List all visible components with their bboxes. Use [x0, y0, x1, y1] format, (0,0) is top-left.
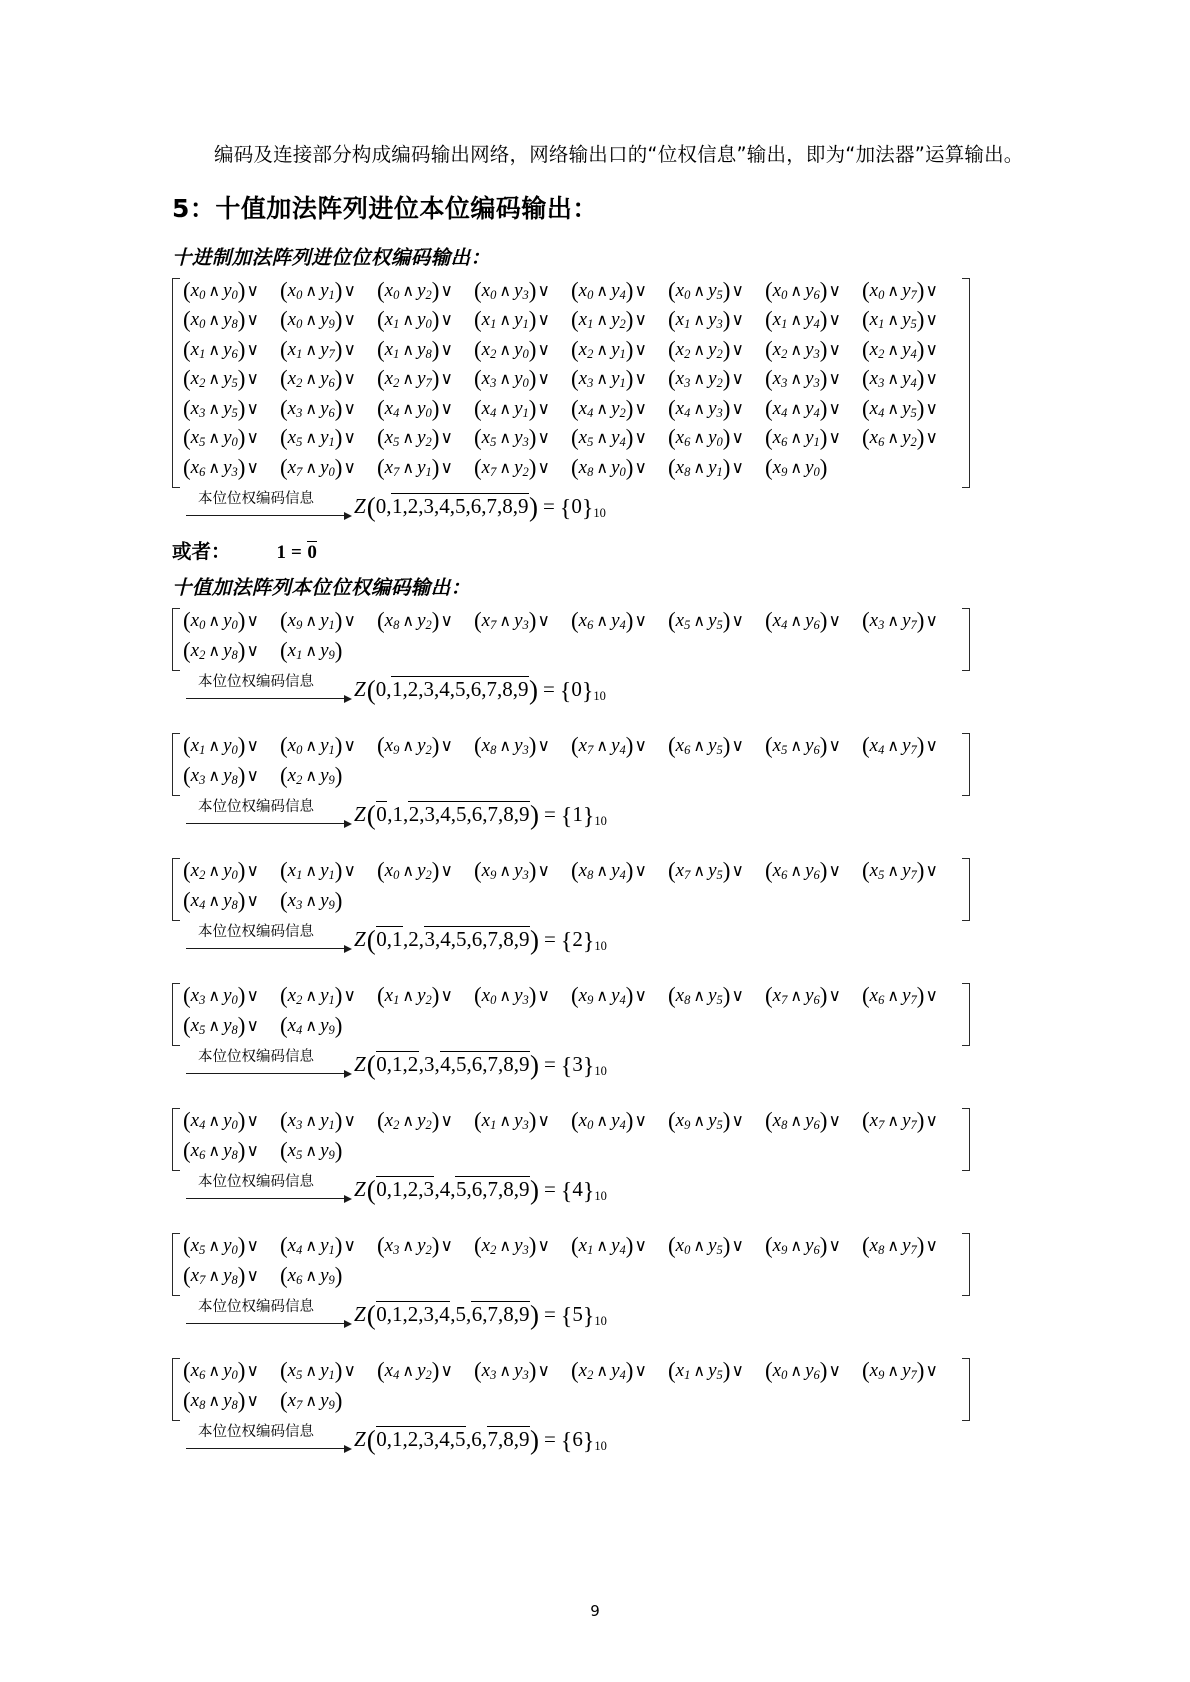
- matrix-term: ( x 2 ∧ y 4 ) ∨: [862, 336, 938, 362]
- arrow-head-icon: [344, 512, 352, 520]
- matrix-term: ( x 6 ∧ y 3 ) ∨: [183, 454, 259, 480]
- z-group: 5: [455, 1302, 466, 1326]
- matrix-term: ( x 8 ∧ y 5 ) ∨: [668, 983, 744, 1008]
- block-matrix: [172, 858, 970, 921]
- matrix-term: ( x 2 ∧ y 0 ) ∨: [474, 336, 550, 362]
- arrow-line: [186, 823, 346, 824]
- encoding-arrow: [186, 923, 354, 953]
- block-annotation: [186, 798, 1028, 828]
- matrix-term: ( x 5 ∧ y 2 ) ∨: [377, 425, 453, 450]
- z-group: 7,8,9: [487, 1427, 530, 1451]
- matrix-term: ( x 4 ∧ y 5 ) ∨: [862, 395, 938, 421]
- arrow-head-icon: [344, 1070, 352, 1078]
- alt-line: [172, 536, 1028, 564]
- matrix-term: ( x 1 ∧ y 1 ) ∨: [474, 307, 550, 332]
- matrix-term: ( x 9 ∧ y 7 ) ∨: [862, 1358, 938, 1383]
- matrix-term: ( x 3 ∧ y 2 ) ∨: [377, 1233, 453, 1258]
- matrix-term: ( x 4 ∧ y 3 ) ∨: [668, 395, 744, 421]
- matrix-term: ( x 2 ∧ y 2 ) ∨: [668, 336, 744, 362]
- matrix-row: [183, 985, 959, 1015]
- arrow-label: 本位位权编码信息: [198, 674, 314, 690]
- matrix-term: ( x 5 ∧ y 4 ) ∨: [571, 425, 647, 450]
- matrix-term: ( x 3 ∧ y 3 ) ∨: [474, 1358, 550, 1383]
- matrix-term: ( x 1 ∧ y 3 ) ∨: [668, 307, 744, 332]
- bracket-left: [172, 608, 181, 671]
- bracket-left: [172, 1233, 181, 1296]
- z-group: 6: [471, 1427, 482, 1451]
- intro-paragraph-text: 编码及连接部分构成编码输出网络，网络输出口的“位权信息”输出，即为“加法器”运算输出。: [214, 142, 1024, 166]
- block-spacer: [172, 1328, 1028, 1358]
- matrix-rows: [181, 608, 961, 671]
- matrix-term: ( x 3 ∧ y 7 ) ∨: [862, 608, 938, 633]
- z-result: 4: [572, 1177, 583, 1201]
- matrix-term: ( x 0 ∧ y 1 ) ∨: [280, 733, 356, 758]
- matrix-term: ( x 9 ∧ y 4 ) ∨: [571, 983, 647, 1008]
- matrix-term: ( x 5 ∧ y 7 ) ∨: [862, 858, 938, 883]
- matrix-term: ( x 6 ∧ y 1 ) ∨: [765, 425, 841, 450]
- matrix-term: ( x 6 ∧ y 0 ) ∨: [183, 1358, 259, 1383]
- matrix-term: ( x 0 ∧ y 6 ) ∨: [765, 1358, 841, 1383]
- z-result: 0: [571, 677, 582, 701]
- matrix-row: [183, 1387, 959, 1420]
- matrix-term: ( x 2 ∧ y 4 ) ∨: [571, 1358, 647, 1383]
- matrix-term: ( x 1 ∧ y 4 ) ∨: [765, 307, 841, 332]
- arrow-label: 本位位权编码信息: [198, 1299, 314, 1315]
- block-matrix: [172, 1233, 970, 1296]
- matrix-term: ( x 7 ∧ y 9 ): [280, 1387, 343, 1413]
- matrix-term: ( x 7 ∧ y 1 ) ∨: [377, 454, 453, 480]
- arrow-label: 本位位权编码信息: [198, 491, 314, 507]
- arrow-line: [186, 948, 346, 949]
- arrow-line: [186, 1323, 346, 1324]
- matrix-term: ( x 0 ∧ y 4 ) ∨: [571, 1108, 647, 1133]
- matrix-term: ( x 8 ∧ y 8 ) ∨: [183, 1387, 259, 1413]
- z-group: 1,2,3,4,5,6,7,8,9: [391, 494, 529, 518]
- z-expression: Z ( 0,1,2 , 3 , 4,5,6,7,8,9 ) = { 3 } 10: [354, 1050, 607, 1080]
- matrix-term: ( x 2 ∧ y 9 ): [280, 762, 343, 788]
- matrix-term: ( x 5 ∧ y 0 ) ∨: [183, 425, 259, 450]
- z-group: 0: [375, 494, 387, 518]
- matrix-row: [183, 1360, 959, 1390]
- z-expression: Z ( 0,1,2,3 , 4 , 5,6,7,8,9 ) = { 4 } 10: [354, 1175, 607, 1205]
- matrix-term: ( x 9 ∧ y 1 ) ∨: [280, 608, 356, 633]
- matrix-term: ( x 1 ∧ y 2 ) ∨: [571, 307, 647, 332]
- bracket-left: [172, 983, 181, 1046]
- matrix-term: ( x 1 ∧ y 8 ) ∨: [377, 336, 453, 362]
- matrix-term: ( x 8 ∧ y 4 ) ∨: [571, 858, 647, 883]
- sub-heading-carry: 十进制加法阵列进位位权编码输出：: [172, 245, 491, 269]
- matrix-term: ( x 3 ∧ y 6 ) ∨: [280, 395, 356, 421]
- encoding-block: [172, 1358, 1028, 1453]
- matrix-row: [183, 309, 959, 339]
- encoding-block: [172, 733, 1028, 858]
- alt-eq: =: [291, 542, 302, 563]
- z-group: 1,2,3,4,5,6,7,8,9: [391, 677, 529, 701]
- bracket-right: [961, 858, 970, 921]
- matrix-term: ( x 4 ∧ y 2 ) ∨: [571, 395, 647, 421]
- matrix-term: ( x 1 ∧ y 9 ): [280, 637, 343, 663]
- bracket-right: [961, 983, 970, 1046]
- matrix-rows: [181, 1358, 961, 1421]
- matrix-term: ( x 3 ∧ y 4 ) ∨: [862, 366, 938, 391]
- matrix-term: ( x 6 ∧ y 8 ) ∨: [183, 1137, 259, 1163]
- arrow-label: 本位位权编码信息: [198, 1174, 314, 1190]
- matrix-term: ( x 5 ∧ y 5 ) ∨: [668, 608, 744, 633]
- block-spacer: [172, 703, 1028, 733]
- matrix-term: ( x 5 ∧ y 6 ) ∨: [765, 733, 841, 758]
- matrix-row: [183, 762, 959, 795]
- z-group: 0,1,2,3,4,5: [376, 1427, 466, 1451]
- matrix-term: ( x 2 ∧ y 3 ) ∨: [474, 1233, 550, 1258]
- matrix-term: ( x 2 ∧ y 3 ) ∨: [765, 336, 841, 362]
- encoding-blocks: [172, 608, 1028, 1453]
- matrix-term: ( x 1 ∧ y 2 ) ∨: [377, 983, 453, 1008]
- matrix-term: ( x 4 ∧ y 2 ) ∨: [377, 1358, 453, 1383]
- bracket-right: [961, 608, 970, 671]
- matrix-term: ( x 1 ∧ y 0 ) ∨: [377, 307, 453, 332]
- z-expression: Z ( 0 , 1,2,3,4,5,6,7,8,9 ) = { 0 } 10: [354, 675, 606, 705]
- matrix-term: ( x 4 ∧ y 1 ) ∨: [280, 1233, 356, 1258]
- matrix-row: [183, 368, 959, 398]
- matrix-term: ( x 7 ∧ y 0 ) ∨: [280, 454, 356, 480]
- encoding-arrow: [186, 1048, 354, 1078]
- alt-lhs: 1: [276, 542, 287, 563]
- alt-expression: [277, 541, 318, 564]
- matrix-term: ( x 7 ∧ y 5 ) ∨: [668, 858, 744, 883]
- block-annotation: [186, 1048, 1028, 1078]
- matrix-row: [183, 395, 959, 428]
- block-matrix: [172, 1358, 970, 1421]
- matrix-term: ( x 8 ∧ y 6 ) ∨: [765, 1108, 841, 1133]
- matrix-term: ( x 5 ∧ y 0 ) ∨: [183, 1233, 259, 1258]
- matrix-term: ( x 0 ∧ y 2 ) ∨: [377, 277, 453, 303]
- matrix-term: ( x 2 ∧ y 0 ) ∨: [183, 858, 259, 883]
- matrix-term: ( x 3 ∧ y 0 ) ∨: [183, 983, 259, 1008]
- matrix-row: [183, 1137, 959, 1170]
- arrow-label: 本位位权编码信息: [198, 924, 314, 940]
- matrix-term: ( x 6 ∧ y 0 ) ∨: [668, 425, 744, 450]
- matrix-term: ( x 4 ∧ y 0 ) ∨: [377, 395, 453, 421]
- matrix-term: ( x 2 ∧ y 2 ) ∨: [377, 1108, 453, 1133]
- matrix-rows: [181, 733, 961, 796]
- matrix-term: ( x 0 ∧ y 1 ) ∨: [280, 277, 356, 303]
- bracket-left: [172, 1358, 181, 1421]
- matrix-row: [183, 454, 959, 487]
- matrix-term: ( x 8 ∧ y 7 ) ∨: [862, 1233, 938, 1258]
- matrix-term: ( x 8 ∧ y 2 ) ∨: [377, 608, 453, 633]
- encoding-arrow: [186, 1298, 354, 1328]
- matrix-rows: [181, 983, 961, 1046]
- matrix-term: ( x 6 ∧ y 6 ) ∨: [765, 858, 841, 883]
- matrix-term: ( x 1 ∧ y 3 ) ∨: [474, 1108, 550, 1133]
- encoding-arrow: [186, 1173, 354, 1203]
- matrix-term: ( x 3 ∧ y 3 ) ∨: [765, 366, 841, 391]
- matrix-term: ( x 1 ∧ y 7 ) ∨: [280, 336, 356, 362]
- matrix-term: ( x 4 ∧ y 4 ) ∨: [765, 395, 841, 421]
- matrix-row: [183, 427, 959, 457]
- block-spacer: [172, 953, 1028, 983]
- z-group: 4,5,6,7,8,9: [440, 1052, 530, 1076]
- matrix-term: ( x 6 ∧ y 2 ) ∨: [862, 425, 938, 450]
- arrow-line: [186, 1073, 346, 1074]
- matrix-term: ( x 6 ∧ y 9 ): [280, 1262, 343, 1288]
- matrix-term: ( x 1 ∧ y 5 ) ∨: [668, 1358, 744, 1383]
- carry-annotation: [186, 490, 1028, 520]
- matrix-term: ( x 1 ∧ y 4 ) ∨: [571, 1233, 647, 1258]
- z-result: 1: [572, 802, 583, 826]
- matrix-term: ( x 3 ∧ y 8 ) ∨: [183, 762, 259, 788]
- matrix-term: ( x 4 ∧ y 1 ) ∨: [474, 395, 550, 421]
- block-annotation: [186, 673, 1028, 703]
- matrix-term: ( x 7 ∧ y 4 ) ∨: [571, 733, 647, 758]
- sub-heading-local: 十值加法阵列本位位权编码输出：: [172, 576, 471, 599]
- matrix-term: ( x 2 ∧ y 6 ) ∨: [280, 366, 356, 391]
- matrix-term: ( x 4 ∧ y 8 ) ∨: [183, 887, 259, 913]
- z-group: 0: [375, 677, 387, 701]
- z-expression: Z ( 0 , 1 , 2,3,4,5,6,7,8,9 ) = { 1 } 10: [354, 800, 607, 830]
- matrix-term: ( x 0 ∧ y 6 ) ∨: [765, 277, 841, 303]
- matrix-term: ( x 3 ∧ y 5 ) ∨: [183, 395, 259, 421]
- matrix-term: ( x 7 ∧ y 6 ) ∨: [765, 983, 841, 1008]
- z-group: 2,3,4,5,6,7,8,9: [408, 802, 530, 826]
- arrow-head-icon: [344, 695, 352, 703]
- matrix-rows: [181, 858, 961, 921]
- matrix-term: ( x 4 ∧ y 7 ) ∨: [862, 733, 938, 758]
- arrow-line: [186, 1448, 346, 1449]
- matrix-term: ( x 3 ∧ y 1 ) ∨: [571, 366, 647, 391]
- encoding-arrow: [186, 673, 354, 703]
- bracket-right: [961, 1108, 970, 1171]
- matrix-term: ( x 7 ∧ y 7 ) ∨: [862, 1108, 938, 1133]
- z-expression: Z ( 0 , 1,2,3,4,5,6,7,8,9 ) = { 0 } 10: [354, 492, 606, 522]
- matrix-term: ( x 6 ∧ y 5 ) ∨: [668, 733, 744, 758]
- block-annotation: [186, 923, 1028, 953]
- matrix-term: ( x 0 ∧ y 3 ) ∨: [474, 983, 550, 1008]
- matrix-rows: [181, 1108, 961, 1171]
- matrix-term: ( x 1 ∧ y 0 ) ∨: [183, 733, 259, 758]
- z-expression: Z ( 0,1 , 2 , 3,4,5,6,7,8,9 ) = { 2 } 10: [354, 925, 607, 955]
- z-expression: Z ( 0,1,2,3,4,5 , 6 , 7,8,9 ) = { 6 } 10: [354, 1425, 607, 1455]
- encoding-block: [172, 1108, 1028, 1233]
- matrix-row: [183, 1012, 959, 1045]
- block-matrix: [172, 1108, 970, 1171]
- matrix-term: ( x 9 ∧ y 2 ) ∨: [377, 733, 453, 758]
- matrix-term: ( x 7 ∧ y 8 ) ∨: [183, 1262, 259, 1288]
- matrix-term: ( x 3 ∧ y 9 ): [280, 887, 343, 913]
- matrix-term: ( x 0 ∧ y 9 ) ∨: [280, 307, 356, 332]
- z-group: 0,1: [376, 927, 403, 951]
- z-group: 1: [392, 802, 403, 826]
- arrow-head-icon: [344, 1445, 352, 1453]
- matrix-term: ( x 4 ∧ y 6 ) ∨: [765, 608, 841, 633]
- bracket-left: [172, 1108, 181, 1171]
- bracket-left: [172, 858, 181, 921]
- encoding-block: [172, 858, 1028, 983]
- matrix-term: ( x 0 ∧ y 2 ) ∨: [377, 858, 453, 883]
- matrix-term: ( x 9 ∧ y 6 ) ∨: [765, 1233, 841, 1258]
- page-number: 9: [590, 1602, 600, 1620]
- matrix-term: ( x 5 ∧ y 8 ) ∨: [183, 1012, 259, 1038]
- matrix-term: ( x 1 ∧ y 6 ) ∨: [183, 336, 259, 362]
- arrow-label: 本位位权编码信息: [198, 1424, 314, 1440]
- matrix-term: ( x 2 ∧ y 7 ) ∨: [377, 366, 453, 391]
- matrix-term: ( x 1 ∧ y 5 ) ∨: [862, 307, 938, 332]
- z-group: 0,1,2,3,4: [376, 1302, 450, 1326]
- arrow-label: 本位位权编码信息: [198, 1049, 314, 1065]
- matrix-term: ( x 5 ∧ y 3 ) ∨: [474, 425, 550, 450]
- encoding-block: [172, 608, 1028, 733]
- matrix-term: ( x 1 ∧ y 1 ) ∨: [280, 858, 356, 883]
- block-spacer: [172, 1203, 1028, 1233]
- bracket-left: [172, 278, 181, 489]
- z-group: 0,1,2: [376, 1052, 419, 1076]
- block-spacer: [172, 1078, 1028, 1108]
- matrix-rows: [181, 278, 961, 489]
- matrix-term: ( x 0 ∧ y 7 ) ∨: [862, 277, 938, 303]
- encoding-block: [172, 983, 1028, 1108]
- matrix-term: ( x 2 ∧ y 5 ) ∨: [183, 366, 259, 391]
- matrix-row: [183, 1110, 959, 1140]
- matrix-term: ( x 2 ∧ y 8 ) ∨: [183, 637, 259, 663]
- matrix-row: [183, 610, 959, 640]
- block-annotation: [186, 1298, 1028, 1328]
- matrix-term: ( x 0 ∧ y 3 ) ∨: [474, 277, 550, 303]
- matrix-row: [183, 887, 959, 920]
- arrow-head-icon: [344, 945, 352, 953]
- bracket-right: [961, 733, 970, 796]
- matrix-term: ( x 5 ∧ y 1 ) ∨: [280, 1358, 356, 1383]
- matrix-term: ( x 8 ∧ y 0 ) ∨: [571, 454, 647, 480]
- z-group: 3,4,5,6,7,8,9: [424, 927, 530, 951]
- z-group: 0,1,2,3: [376, 1177, 434, 1201]
- matrix-body: [172, 278, 970, 489]
- z-group: 0: [376, 802, 387, 826]
- arrow-line: [186, 1198, 346, 1199]
- matrix-term: ( x 2 ∧ y 1 ) ∨: [280, 983, 356, 1008]
- matrix-term: ( x 9 ∧ y 3 ) ∨: [474, 858, 550, 883]
- encoding-block: [172, 1233, 1028, 1358]
- matrix-term: ( x 3 ∧ y 1 ) ∨: [280, 1108, 356, 1133]
- z-group: 6,7,8,9: [471, 1302, 530, 1326]
- z-expression: Z ( 0,1,2,3,4 , 5 , 6,7,8,9 ) = { 5 } 10: [354, 1300, 607, 1330]
- z-group: 2: [408, 927, 419, 951]
- matrix-term: ( x 4 ∧ y 9 ): [280, 1012, 343, 1038]
- matrix-term: ( x 7 ∧ y 2 ) ∨: [474, 454, 550, 480]
- matrix-row: [183, 735, 959, 765]
- matrix-row: [183, 1262, 959, 1295]
- matrix-term: ( x 5 ∧ y 1 ) ∨: [280, 425, 356, 450]
- bracket-right: [961, 278, 970, 489]
- section-heading: 5：十值加法阵列进位本位编码输出：: [172, 193, 598, 223]
- bracket-left: [172, 733, 181, 796]
- matrix-rows: [181, 1233, 961, 1296]
- matrix-term: ( x 8 ∧ y 1 ) ∨: [668, 454, 744, 480]
- matrix-term: ( x 5 ∧ y 9 ): [280, 1137, 343, 1163]
- arrow-head-icon: [344, 1320, 352, 1328]
- alt-rhs: 0: [307, 542, 317, 563]
- arrow-head-icon: [344, 820, 352, 828]
- matrix-term: ( x 0 ∧ y 0 ) ∨: [183, 608, 259, 633]
- matrix-term: ( x 0 ∧ y 8 ) ∨: [183, 307, 259, 332]
- intro-paragraph: [172, 138, 1028, 172]
- matrix-term: ( x 8 ∧ y 3 ) ∨: [474, 733, 550, 758]
- encoding-arrow: [186, 798, 354, 828]
- z-group: 3: [423, 1052, 435, 1076]
- block-matrix: [172, 608, 970, 671]
- matrix-term: ( x 0 ∧ y 5 ) ∨: [668, 1233, 744, 1258]
- matrix-row: [183, 336, 959, 369]
- matrix-term: ( x 7 ∧ y 3 ) ∨: [474, 608, 550, 633]
- z-result: 6: [572, 1427, 583, 1451]
- block-matrix: [172, 983, 970, 1046]
- bracket-right: [961, 1233, 970, 1296]
- arrow-label: 本位位权编码信息: [198, 799, 314, 815]
- arrow-line: [186, 698, 346, 699]
- matrix-row: [183, 1235, 959, 1265]
- matrix-term: ( x 0 ∧ y 4 ) ∨: [571, 277, 647, 303]
- z-result: 5: [572, 1302, 583, 1326]
- alt-label: 或者：: [172, 540, 231, 563]
- matrix-term: ( x 3 ∧ y 0 ) ∨: [474, 366, 550, 391]
- block-spacer: [172, 828, 1028, 858]
- block-annotation: [186, 1423, 1028, 1453]
- encoding-arrow: [186, 1423, 354, 1453]
- block-annotation: [186, 1173, 1028, 1203]
- encoding-arrow: [186, 490, 354, 520]
- matrix-row: [183, 277, 959, 310]
- carry-matrix-block: [172, 278, 1028, 521]
- bracket-right: [961, 1358, 970, 1421]
- arrow-head-icon: [344, 1195, 352, 1203]
- matrix-term: ( x 2 ∧ y 1 ) ∨: [571, 336, 647, 362]
- z-group: 4: [439, 1177, 451, 1201]
- matrix-term: ( x 6 ∧ y 4 ) ∨: [571, 608, 647, 633]
- z-result: 2: [572, 927, 583, 951]
- matrix-term: ( x 4 ∧ y 0 ) ∨: [183, 1108, 259, 1133]
- z-result: 3: [572, 1052, 583, 1076]
- matrix-term: ( x 9 ∧ y 5 ) ∨: [668, 1108, 744, 1133]
- matrix-term: ( x 0 ∧ y 5 ) ∨: [668, 277, 744, 303]
- z-group: 5,6,7,8,9: [455, 1177, 530, 1201]
- carry-matrix: [172, 278, 1028, 489]
- matrix-term: ( x 3 ∧ y 2 ) ∨: [668, 366, 744, 391]
- z-result: 0: [571, 494, 582, 518]
- block-matrix: [172, 733, 970, 796]
- arrow-line: [186, 515, 346, 516]
- matrix-term: ( x 9 ∧ y 0 ): [765, 454, 828, 480]
- matrix-term: ( x 6 ∧ y 7 ) ∨: [862, 983, 938, 1008]
- matrix-term: ( x 0 ∧ y 0 ) ∨: [183, 277, 259, 303]
- matrix-row: [183, 637, 959, 670]
- matrix-row: [183, 860, 959, 890]
